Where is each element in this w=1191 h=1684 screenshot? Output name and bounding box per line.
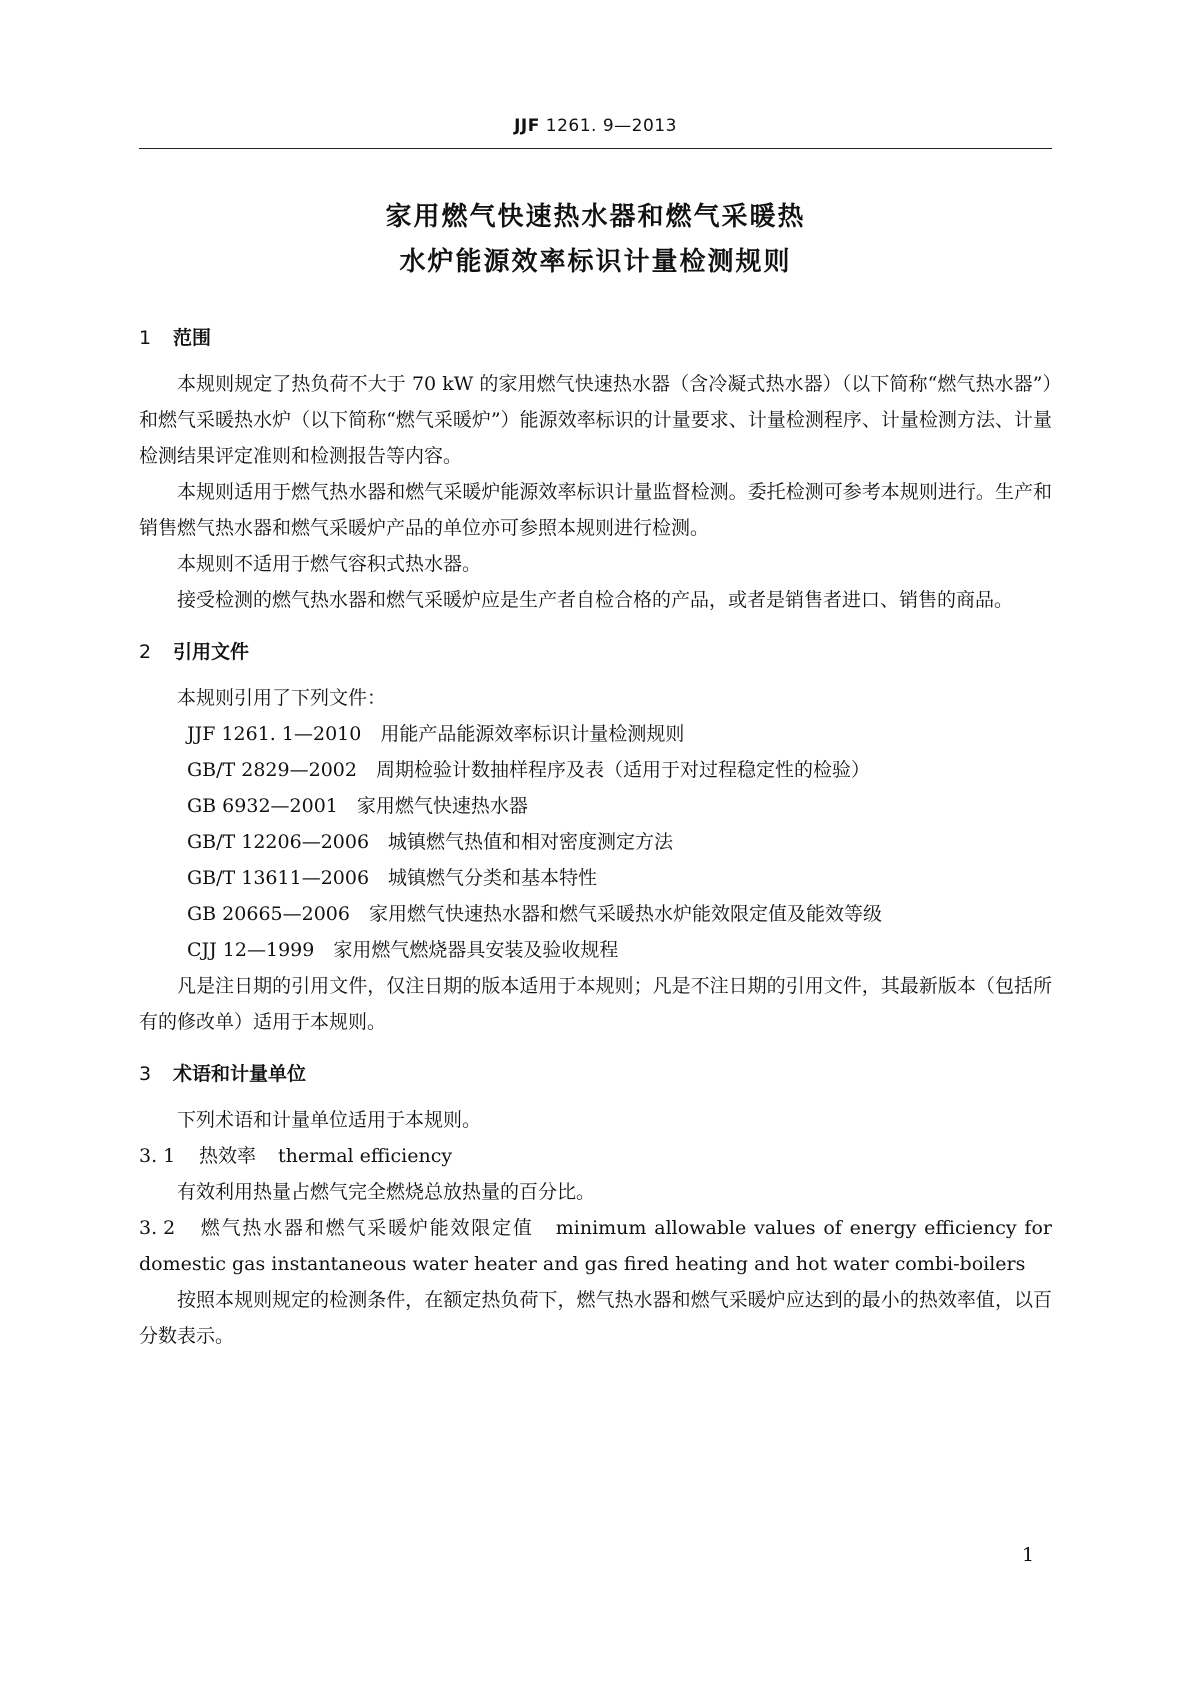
scope-paragraph-2: 本规则适用于燃气热水器和燃气采暖炉能源效率标识计量监督检测。委托检测可参考本规则进行。生产和销售燃气热水器和燃气采暖炉产品的单位亦可参照本规则进行检测。 xyxy=(139,481,1052,539)
section-number: 1 xyxy=(139,327,152,349)
term-english: minimum allowable values of energy efficiency for domestic gas instantaneous water heater and gas fired heating and hot water combi-boilers xyxy=(139,1217,1052,1275)
header-rule xyxy=(139,148,1052,149)
term-chinese: 燃气热水器和燃气采暖炉能效限定值 xyxy=(199,1217,534,1239)
term-3-1-definition: 有效利用热量占燃气完全燃烧总放热量的百分比。 xyxy=(177,1181,596,1203)
reference-item: GB/T 13611—2006 城镇燃气分类和基本特性 xyxy=(187,867,598,889)
scope-paragraph-4: 接受检测的燃气热水器和燃气采暖炉应是生产者自检合格的产品，或者是销售者进口、销售的商品。 xyxy=(177,589,1014,611)
reference-item: GB/T 12206—2006 城镇燃气热值和相对密度测定方法 xyxy=(187,831,674,853)
document-title-line-1: 家用燃气快速热水器和燃气采暖热 xyxy=(385,202,806,232)
reference-item: CJJ 12—1999 家用燃气燃烧器具安装及验收规程 xyxy=(187,939,619,961)
reference-item: GB 20665—2006 家用燃气快速热水器和燃气采暖热水炉能效限定值及能效等级 xyxy=(187,903,882,925)
term-number: 3. 1 xyxy=(139,1145,176,1167)
section-title: 术语和计量单位 xyxy=(173,1063,307,1085)
term-chinese: 热效率 xyxy=(199,1145,257,1167)
document-title-line-2: 水炉能源效率标识计量检测规则 xyxy=(399,247,792,277)
scope-paragraph-1: 本规则规定了热负荷不大于 70 kW 的家用燃气快速热水器（含冷凝式热水器）（以下简称“燃气热水器”）和燃气采暖热水炉（以下简称“燃气采暖炉”）能源效率标识的计量要求、计量检测程序、计量检测方法、计量检测结果评定准则和检测报告等内容。 xyxy=(139,373,1052,467)
section-number: 2 xyxy=(139,641,152,663)
document-body xyxy=(139,320,1052,1354)
term-3-1 xyxy=(139,1138,1052,1174)
section-number: 3 xyxy=(139,1063,152,1085)
reference-item: GB 6932—2001 家用燃气快速热水器 xyxy=(187,795,528,817)
term-3-2 xyxy=(139,1210,1052,1282)
term-number: 3. 2 xyxy=(139,1217,176,1239)
scope-paragraph-3: 本规则不适用于燃气容积式热水器。 xyxy=(177,553,482,575)
page-number: 1 xyxy=(1022,1544,1035,1566)
reference-item: GB/T 2829—2002 周期检验计数抽样程序及表（适用于对过程稳定性的检验） xyxy=(187,759,870,781)
standard-code-number: 1261. 9—2013 xyxy=(539,116,677,136)
references-note: 凡是注日期的引用文件，仅注日期的版本适用于本规则；凡是不注日期的引用文件，其最新版本（包括所有的修改单）适用于本规则。 xyxy=(139,975,1052,1033)
section-2-heading xyxy=(139,634,1052,670)
section-1-heading xyxy=(139,320,1052,356)
standard-code-header xyxy=(0,116,1191,136)
term-english: thermal efficiency xyxy=(278,1145,453,1167)
section-title: 范围 xyxy=(173,327,212,349)
section-title: 引用文件 xyxy=(173,641,250,663)
terms-intro: 下列术语和计量单位适用于本规则。 xyxy=(177,1109,482,1131)
reference-item: JJF 1261. 1—2010 用能产品能源效率标识计量检测规则 xyxy=(187,723,685,745)
references-intro: 本规则引用了下列文件： xyxy=(177,687,387,709)
standard-code-prefix: JJF xyxy=(514,116,540,136)
term-3-2-definition: 按照本规则规定的检测条件，在额定热负荷下，燃气热水器和燃气采暖炉应达到的最小的热效率值，以百分数表示。 xyxy=(139,1289,1052,1347)
section-3-heading xyxy=(139,1056,1052,1092)
